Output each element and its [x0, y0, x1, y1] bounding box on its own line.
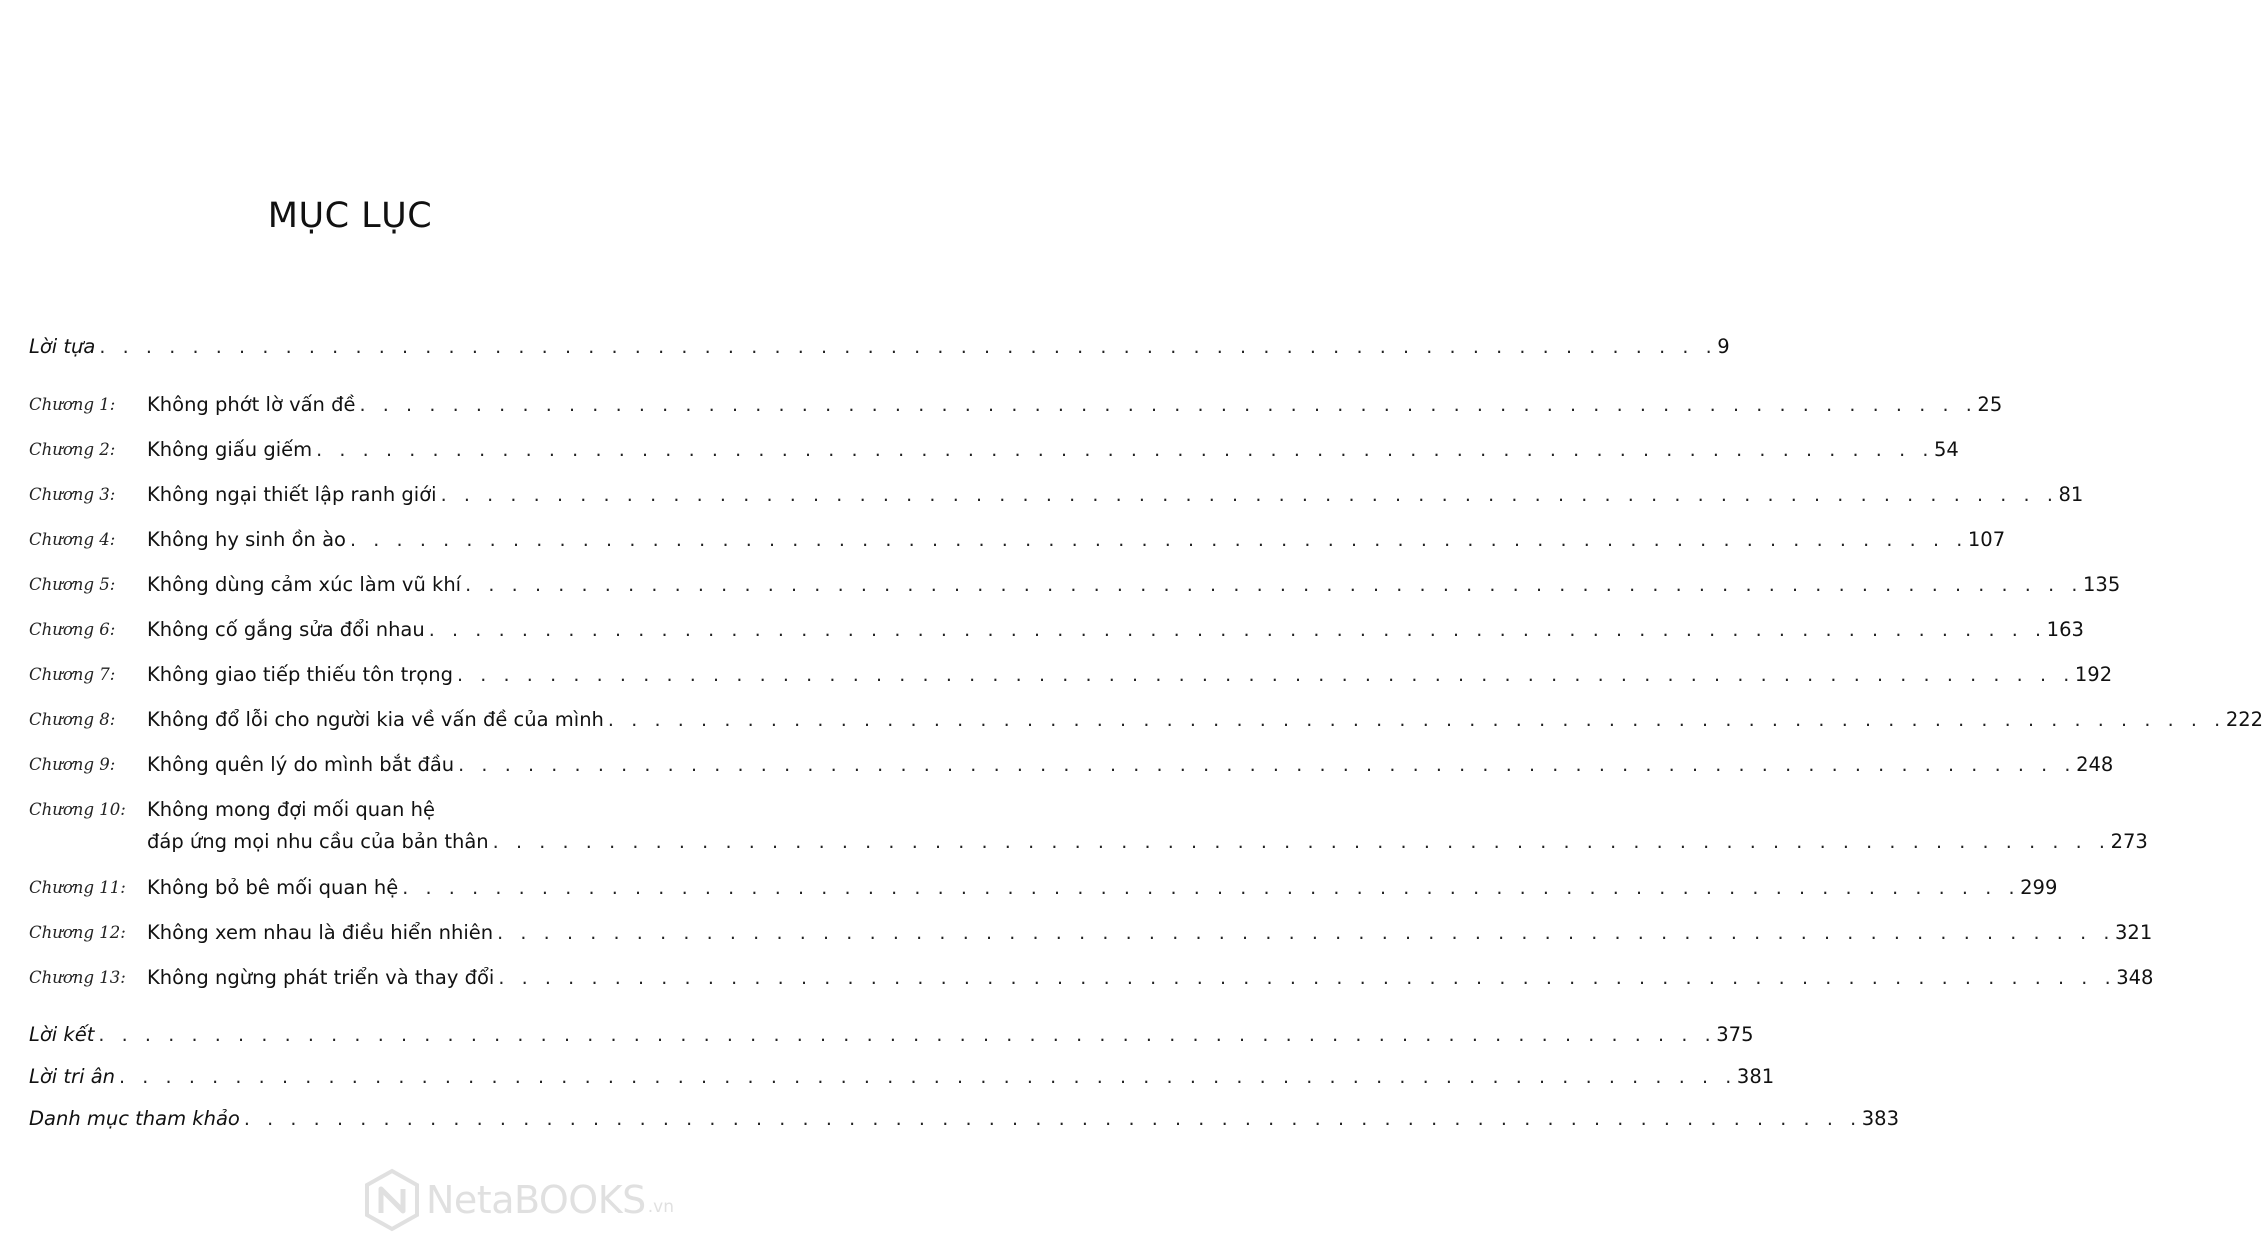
toc-entry-page: 54 [1934, 438, 1959, 461]
chapter-label: Chương 7: [29, 665, 116, 684]
toc-entry-page: 135 [2083, 573, 2121, 596]
chapter-label: Chương 5: [29, 575, 116, 594]
chapter-label: Chương 10: [29, 800, 126, 819]
toc-entry-page: 163 [2046, 618, 2084, 641]
netabooks-watermark [364, 1165, 694, 1235]
toc-entry-title: Không xem nhau là điều hiển nhiên [147, 921, 494, 944]
dot-leader: . . . . . . . . . . . . . . . . . . . . . . . . . . . . . . . . . . . . . . . . . . . . . . . . . . . . . . . . . . . . . . . . . . . . . . [456, 664, 2075, 686]
toc-entry-title: Không ngại thiết lập ranh giới [147, 483, 437, 506]
toc-entry-page: 192 [2074, 663, 2113, 686]
dot-leader: . . . . . . . . . . . . . . . . . . . . . . . . . . . . . . . . . . . . . . . . . . . . . . . . . . . . . . . . . . . . . . . . . . . . . . [359, 394, 1978, 416]
watermark-brand: NetaBOOKS [426, 1178, 646, 1222]
toc-entry-page: 381 [1736, 1065, 1775, 1088]
netabooks-logo-icon [364, 1169, 420, 1231]
toc-entry-title: Không giao tiếp thiếu tôn trọng [147, 663, 453, 686]
chapter-label: Chương 8: [29, 710, 116, 729]
toc-entry-title: Không cố gắng sửa đổi nhau [147, 618, 425, 641]
toc-entry-chapter-11 [29, 875, 2058, 901]
dot-leader: . . . . . . . . . . . . . . . . . . . . . . . . . . . . . . . . . . . . . . . . . . . . . . . . . . . . . . . . . . . . . . . . . . . . . . [98, 1024, 1717, 1046]
toc-entry-title-line1: Không mong đợi mối quan hệ [147, 798, 435, 821]
toc-entry-chapter-3 [29, 482, 2084, 508]
chapter-label: Chương 2: [29, 440, 116, 459]
chapter-label: Chương 11: [29, 878, 126, 897]
chapter-label: Chương 13: [29, 968, 126, 987]
toc-entry-title: Không phớt lờ vấn đề [147, 393, 356, 416]
toc-entry-page: 9 [1717, 335, 1730, 358]
toc-entry-title: Lời tri ân [29, 1065, 115, 1088]
chapter-label: Chương 1: [29, 395, 116, 414]
dot-leader: . . . . . . . . . . . . . . . . . . . . . . . . . . . . . . . . . . . . . . . . . . . . . . . . . . . . . . . . . . . . . . . . . . . . . . [243, 1108, 1862, 1130]
toc-entry-page: 25 [1977, 393, 2003, 416]
toc-entry-title: Không giấu giếm [147, 438, 313, 461]
toc-entry-chapter-2 [29, 437, 1959, 463]
toc-entry-chapter-13 [29, 965, 2154, 991]
toc-entry-page: 321 [2115, 921, 2153, 944]
toc-entry-page: 383 [1861, 1107, 1899, 1130]
toc-entry-page: 348 [2116, 966, 2154, 989]
dot-leader: . . . . . . . . . . . . . . . . . . . . . . . . . . . . . . . . . . . . . . . . . . . . . . . . . . . . . . . . . . . . . . . . . . . . . . [349, 529, 1968, 551]
chapter-label: Chương 9: [29, 755, 116, 774]
toc-entry-preface [29, 334, 1730, 360]
dot-leader: . . . . . . . . . . . . . . . . . . . . . . . . . . . . . . . . . . . . . . . . . . . . . . . . . . . . . . . . . . . . . . . . . . . . . . [498, 967, 2117, 989]
toc-entry-title: Không đổ lỗi cho người kia về vấn đề của mình [147, 708, 604, 731]
dot-leader: . . . . . . . . . . . . . . . . . . . . . . . . . . . . . . . . . . . . . . . . . . . . . . . . . . . . . . . . . . . . . . . . . . . . . . [402, 877, 2021, 899]
toc-entry-chapter-4 [29, 527, 2006, 553]
toc-entry-page: 299 [2020, 876, 2058, 899]
dot-leader: . . . . . . . . . . . . . . . . . . . . . . . . . . . . . . . . . . . . . . . . . . . . . . . . . . . . . . . . . . . . . . . . . . . . . . [607, 709, 2226, 731]
dot-leader: . . . . . . . . . . . . . . . . . . . . . . . . . . . . . . . . . . . . . . . . . . . . . . . . . . . . . . . . . . . . . . . . . . . . . . [99, 336, 1718, 358]
dot-leader: . . . . . . . . . . . . . . . . . . . . . . . . . . . . . . . . . . . . . . . . . . . . . . . . . . . . . . . . . . . . . . . . . . . . . . [316, 439, 1935, 461]
toc-entry-page: 375 [1716, 1023, 1754, 1046]
toc-entry-title: Không dùng cảm xúc làm vũ khí [147, 573, 462, 596]
toc-entry-chapter-10-line1 [29, 797, 654, 823]
toc-entry-chapter-10 [29, 829, 2148, 855]
dot-leader: . . . . . . . . . . . . . . . . . . . . . . . . . . . . . . . . . . . . . . . . . . . . . . . . . . . . . . . . . . . . . . . . . . . . . . [458, 754, 2077, 776]
toc-entry-page: 107 [1967, 528, 2006, 551]
chapter-label: Chương 3: [29, 485, 116, 504]
dot-leader: . . . . . . . . . . . . . . . . . . . . . . . . . . . . . . . . . . . . . . . . . . . . . . . . . . . . . . . . . . . . . . . . . . . . . . [440, 484, 2059, 506]
dot-leader: . . . . . . . . . . . . . . . . . . . . . . . . . . . . . . . . . . . . . . . . . . . . . . . . . . . . . . . . . . . . . . . . . . . . . . [497, 922, 2116, 944]
toc-entry-chapter-8 [29, 707, 2263, 733]
toc-entry-title: Lời kết [29, 1023, 95, 1046]
page-title: MỤC LỤC [267, 196, 433, 236]
chapter-label: Chương 6: [29, 620, 116, 639]
toc-entry-title: Lời tựa [29, 335, 96, 358]
toc-entry-title: đáp ứng mọi nhu cầu của bản thân [147, 830, 489, 853]
toc-entry-title: Không hy sinh ồn ào [147, 528, 346, 551]
toc-entry-chapter-1 [29, 392, 2003, 418]
toc-entry-epilogue [29, 1022, 1754, 1048]
toc-entry-page: 248 [2076, 753, 2114, 776]
toc-entry-title: Danh mục tham khảo [29, 1107, 240, 1130]
toc-entry-chapter-6 [29, 617, 2084, 643]
toc-entry-page: 81 [2058, 483, 2084, 506]
toc-entry-page: 273 [2110, 830, 2148, 853]
toc-entry-acknowledgements [29, 1064, 1775, 1090]
toc-entry-title: Không quên lý do mình bắt đầu [147, 753, 455, 776]
toc-entry-chapter-9 [29, 752, 2114, 778]
dot-leader: . . . . . . . . . . . . . . . . . . . . . . . . . . . . . . . . . . . . . . . . . . . . . . . . . . . . . . . . . . . . . . . . . . . . . . [119, 1066, 1737, 1088]
toc-entry-page: 222 [2225, 708, 2263, 731]
toc-entry-chapter-5 [29, 572, 2121, 598]
chapter-label: Chương 4: [29, 530, 116, 549]
toc-entry-chapter-12 [29, 920, 2153, 946]
dot-leader: . . . . . . . . . . . . . . . . . . . . . . . . . . . . . . . . . . . . . . . . . . . . . . . . . . . . . . . . . . . . . . . . . . . . . . [465, 574, 2084, 596]
toc-entry-chapter-7 [29, 662, 2113, 688]
chapter-label: Chương 12: [29, 923, 126, 942]
dot-leader: . . . . . . . . . . . . . . . . . . . . . . . . . . . . . . . . . . . . . . . . . . . . . . . . . . . . . . . . . . . . . . . . . . . . . . [428, 619, 2047, 641]
toc-entry-title: Không bỏ bê mối quan hệ [147, 876, 399, 899]
toc-entry-references [29, 1106, 1899, 1132]
dot-leader: . . . . . . . . . . . . . . . . . . . . . . . . . . . . . . . . . . . . . . . . . . . . . . . . . . . . . . . . . . . . . . . . . . . . . . [492, 831, 2111, 853]
toc-entry-title: Không ngừng phát triển và thay đổi [147, 966, 495, 989]
watermark-suffix: .vn [647, 1197, 675, 1217]
